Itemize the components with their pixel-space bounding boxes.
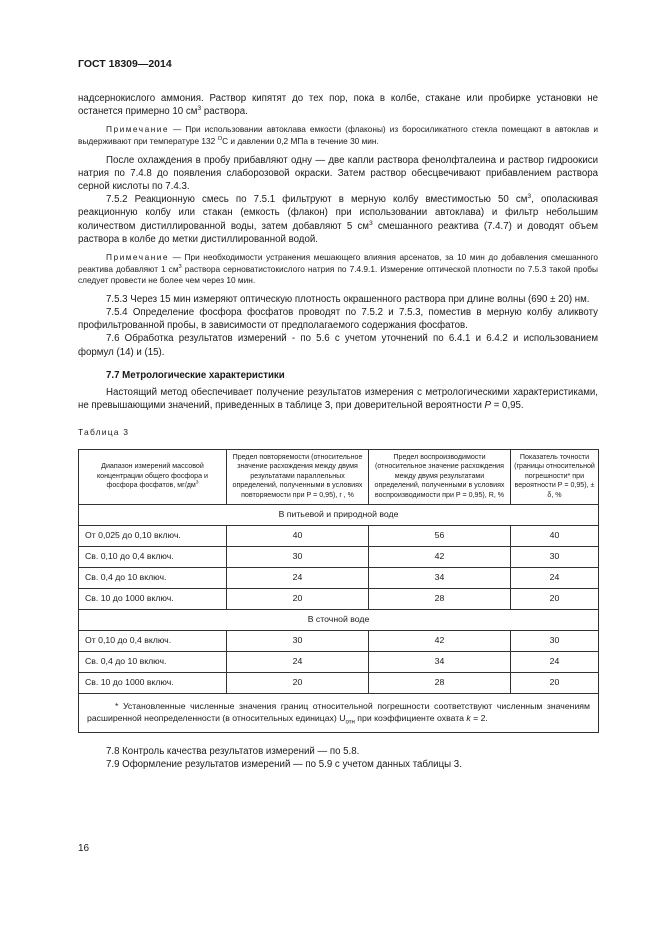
cell-d: 20 — [511, 672, 599, 693]
section-heading: 7.7 Метрологические характеристики — [106, 369, 285, 381]
cell-R2: 34 — [369, 651, 511, 672]
rows-waste-water — [79, 630, 599, 693]
cell-d: 20 — [511, 588, 599, 609]
table-header-row — [79, 449, 599, 504]
subscript: отн — [345, 718, 355, 726]
table-row — [79, 672, 599, 693]
paragraph-cooling: После охлаждения в пробу прибавляют одну — две капли раствора фенолфталеина и раствор гидроокиси натрия по 7.4.8 до появления слаборозовой окраски. Затем раствор обесцвечивают прибавлением раствора серной кислоты по 7.4.3. — [78, 154, 598, 192]
superscript: 3 — [178, 263, 182, 270]
section-waste-water: В сточной воде — [79, 609, 599, 630]
table-row — [79, 651, 599, 672]
cell-r: 20 — [227, 588, 369, 609]
text: = 2. — [470, 712, 488, 723]
superscript: 3 — [368, 219, 373, 227]
paragraph-7-5-4: 7.5.4 Определение фосфора фосфатов проводят по 7.5.2 и 7.5.3, поместив в мерную колбу аликвоту профильтрованной пробы, в зависимости от предполагаемого содержания фосфатов. — [78, 307, 598, 332]
cell-r: 20 — [227, 672, 369, 693]
superscript: О — [217, 136, 223, 143]
table-row — [79, 525, 599, 546]
cell-d: 40 — [511, 525, 599, 546]
superscript: 3 — [197, 104, 202, 112]
cell-R2: 28 — [369, 672, 511, 693]
note-1 — [78, 124, 598, 147]
cell-r: 30 — [227, 630, 369, 651]
cell-r: 40 — [227, 525, 369, 546]
paragraph-7-8: 7.8 Контроль качества результатов измерений — по 5.8. — [106, 745, 360, 757]
header-accuracy: Показатель точности (границы относительной погрешности* при вероятности P = 0,95), ± δ, % — [511, 449, 599, 504]
cell-R2: 28 — [369, 588, 511, 609]
note-2 — [78, 252, 598, 287]
cell-range: Св. 0,4 до 10 включ. — [79, 651, 227, 672]
table-footnote — [79, 693, 599, 732]
header-reproducibility: Предел воспроизводимости (относительное значение расхождения между двумя результатами определений, полученными в условиях воспроизводимости при P = 0,95), R, % — [369, 449, 511, 504]
note-label: Примечание — [106, 252, 170, 263]
text: Диапазон измерений массовой концентрации общего фосфора и фосфора фосфатов, мг/дм — [97, 462, 208, 490]
document-header: ГОСТ 18309—2014 — [78, 58, 172, 70]
cell-R2: 34 — [369, 567, 511, 588]
cell-range: Св. 0,10 до 0,4 включ. — [79, 546, 227, 567]
text: = 0,95. — [491, 400, 524, 412]
text: , ополаскивая реакционную колбу или стакан (емкость (флакон) при использовании автоклава) и фильтр небольшим количеством дистиллированной воды, затем добавляют 5 см — [78, 194, 598, 232]
text: — При использовании автоклава емкости (флаконы) из боросиликатного стекла помещают в автоклав и выдерживают при температуре 132 — [78, 124, 598, 146]
cell-d: 24 — [511, 567, 599, 588]
cell-range: От 0,10 до 0,4 включ. — [79, 630, 227, 651]
superscript: 3 — [195, 481, 199, 487]
cell-R2: 56 — [369, 525, 511, 546]
cell-range: Св. 10 до 1000 включ. — [79, 588, 227, 609]
paragraph-7-5-2 — [78, 193, 598, 246]
text: С и давлении 0,2 МПа в течение 30 мин. — [222, 136, 379, 146]
text: 7.5.2 Реакционную смесь по 7.5.1 фильтруют в мерную колбу вместимостью 50 см — [106, 194, 528, 206]
table-row — [79, 567, 599, 588]
cell-d: 24 — [511, 651, 599, 672]
rows-drinking-water — [79, 525, 599, 609]
text: при коэффициенте охвата — [354, 712, 467, 723]
section-drinking-water: В питьевой и природной воде — [79, 504, 599, 525]
table-row — [79, 546, 599, 567]
cell-d: 30 — [511, 546, 599, 567]
header-range — [79, 449, 227, 504]
table-section-row — [79, 609, 599, 630]
paragraph-7-5-3: 7.5.3 Через 15 мин измеряют оптическую плотность окрашенного раствора при длине волны (690 ± 20) нм. — [106, 293, 590, 305]
paragraph-7-7 — [78, 386, 598, 412]
text: раствора. — [201, 106, 248, 118]
cell-R2: 42 — [369, 546, 511, 567]
cell-range: Св. 10 до 1000 включ. — [79, 672, 227, 693]
table-caption: Таблица 3 — [78, 427, 130, 438]
body-text — [78, 92, 598, 771]
paragraph-7-9: 7.9 Оформление результатов измерений — по 5.9 с учетом данных таблицы 3. — [106, 758, 462, 770]
cell-r: 30 — [227, 546, 369, 567]
metrology-table — [78, 449, 599, 733]
text: смешанного реактива (7.4.7) и доводят объем раствора в колбе до метки дистиллированной водой. — [78, 220, 598, 245]
cell-range: Св. 0,4 до 10 включ. — [79, 567, 227, 588]
cell-d: 30 — [511, 630, 599, 651]
superscript: 3 — [527, 192, 532, 200]
variable: P — [484, 400, 492, 412]
cell-R2: 42 — [369, 630, 511, 651]
text: раствора серноватистокислого натрия по 7.4.9.1. Измерение оптической плотности по 7.5.3 такой пробы следует провести не более чем через 10 мин. — [78, 263, 598, 286]
text: Настоящий метод обеспечивает получение результатов измерения с метрологическими характеристиками, не превышающими значений, приведенных в таблице 3, при доверительной вероятности — [78, 387, 598, 412]
paragraph-continuation — [78, 92, 598, 118]
cell-r: 24 — [227, 567, 369, 588]
page-number: 16 — [78, 843, 90, 854]
cell-range: От 0,025 до 0,10 включ. — [79, 525, 227, 546]
cell-r: 24 — [227, 651, 369, 672]
text: * Установленные численные значения границ относительной погрешности соответствуют численным значениям расширенной неопределенности (в относительных единицах) U — [87, 700, 590, 723]
text: — При необходимости устранения мешающего влияния арсенатов, за 10 мин до добавления смешанного реактива добавляют 1 см — [78, 252, 598, 274]
table-section-row — [79, 504, 599, 525]
table-row — [79, 588, 599, 609]
variable: k — [466, 712, 471, 723]
note-label: Примечание — [106, 124, 170, 135]
text: надсернокислого аммония. Раствор кипятят до тех пор, пока в колбе, стакане или пробирке установки не останется примерно 10 см — [78, 93, 598, 118]
table-row — [79, 630, 599, 651]
header-repeatability: Предел повторяемости (относительное значение расхождения между двумя результатами параллельных определений, полученными в условиях повторяемости при P = 0,95), r , % — [227, 449, 369, 504]
paragraph-7-6: 7.6 Обработка результатов измерений - по 5.6 с учетом уточнений по 6.4.1 и 6.4.2 и использованием формул (14) и (15). — [78, 333, 598, 358]
table-footnote-row — [79, 693, 599, 732]
